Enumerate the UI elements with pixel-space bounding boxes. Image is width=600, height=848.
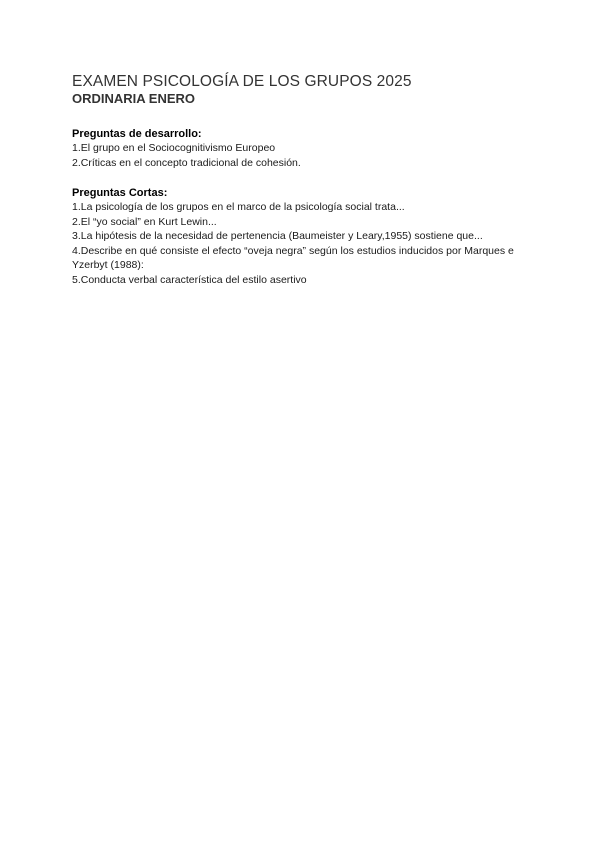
question-item: 2.El “yo social” en Kurt Lewin... [72, 215, 217, 228]
section-heading: Preguntas de desarrollo: [72, 128, 202, 140]
exam-title: EXAMEN PSICOLOGÍA DE LOS GRUPOS 2025 [72, 73, 412, 90]
question-item: 3.La hipótesis de la necesidad de pertenencia (Baumeister y Leary,1955) sostiene que... [72, 230, 483, 242]
question-item: 1.El grupo en el Sociocognitivismo Europeo [72, 142, 276, 154]
section-short-questions [72, 186, 532, 287]
question-item: 1.La psicología de los grupos en el marco de la psicología social trata... [72, 201, 405, 213]
section-essay-questions [72, 127, 532, 170]
exam-document [72, 72, 532, 303]
exam-subtitle: ORDINARIA ENERO [72, 91, 196, 106]
question-item: 5.Conducta verbal característica del estilo asertivo [72, 273, 307, 286]
question-item: 2.Críticas en el concepto tradicional de cohesión. [72, 156, 301, 169]
section-heading: Preguntas Cortas: [72, 187, 168, 199]
question-item: 4.Describe en qué consiste el efecto “oveja negra” según los estudios inducidos por Marques e Yzerbyt (1988): [72, 244, 514, 271]
